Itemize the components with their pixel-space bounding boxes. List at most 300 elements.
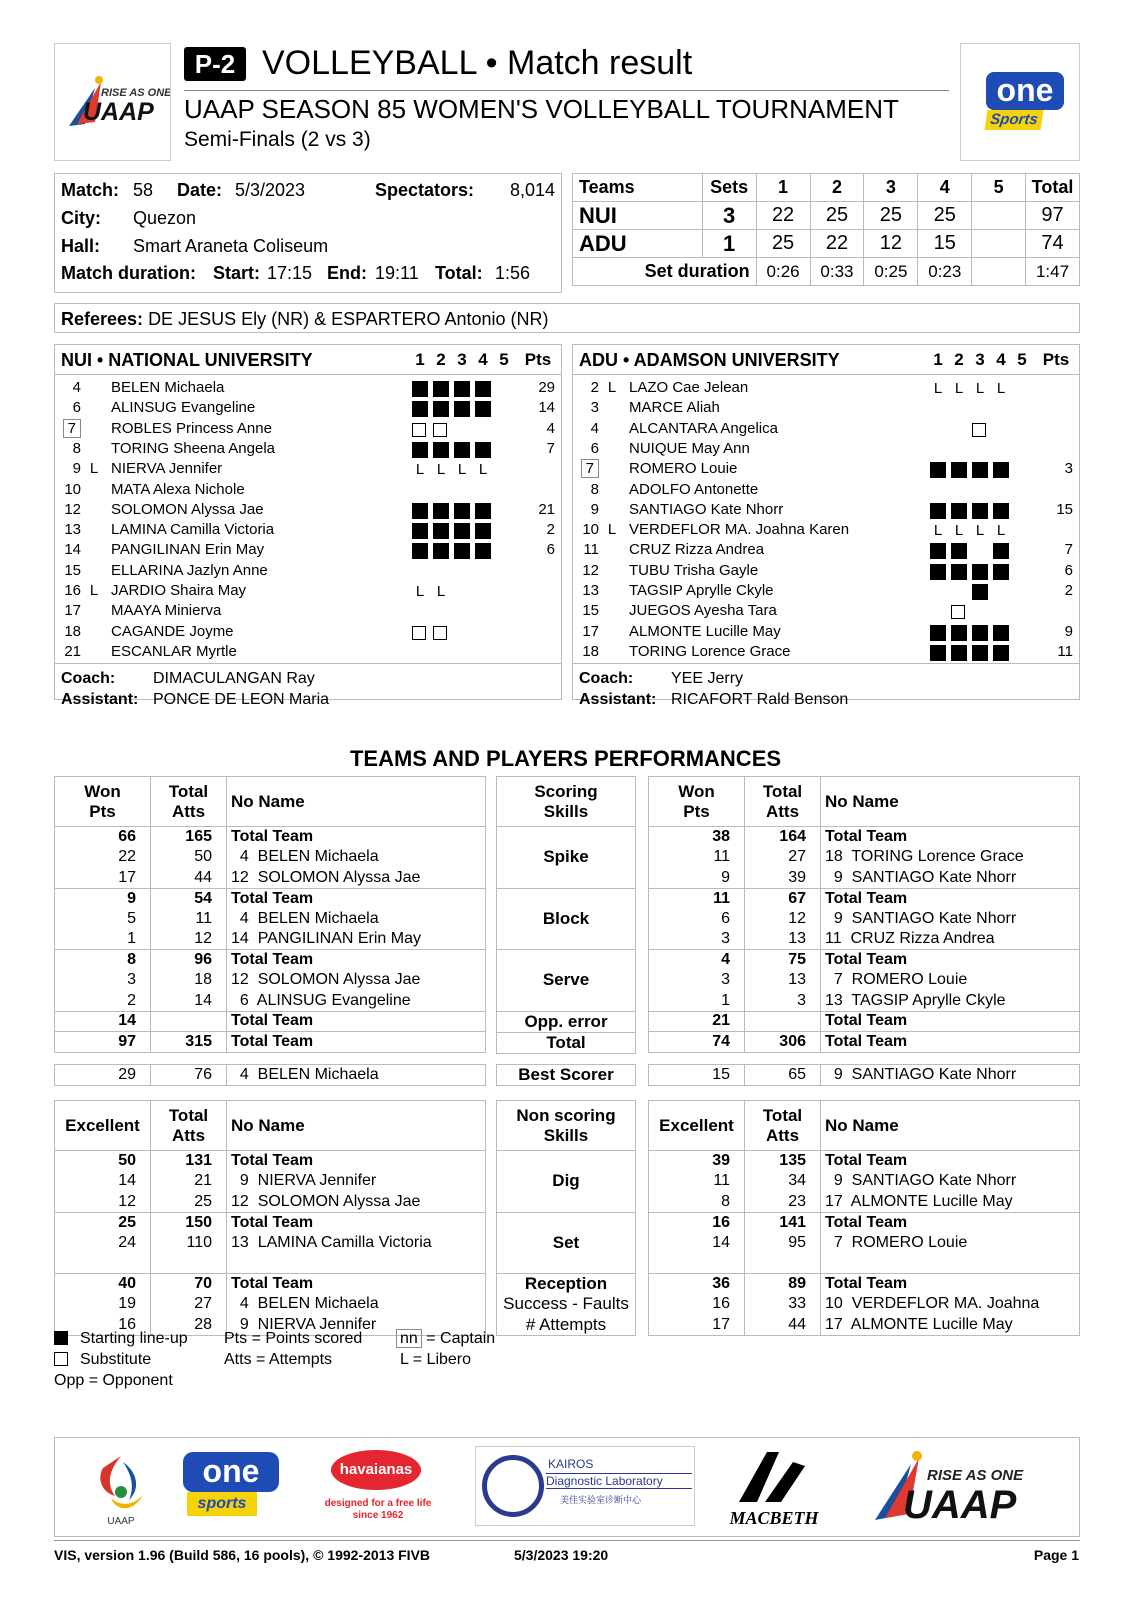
stat-value: 66 bbox=[118, 828, 136, 845]
player-points: 11 bbox=[1057, 642, 1073, 660]
stat-attempts: 141 bbox=[745, 1212, 821, 1233]
player-row bbox=[55, 541, 561, 561]
coach-name: DIMACULANGAN Ray bbox=[153, 670, 315, 687]
filled-square-icon bbox=[54, 1331, 68, 1345]
stat-row bbox=[55, 970, 486, 991]
stat-player: Total Team bbox=[821, 1274, 1080, 1295]
starting-lineup-icon bbox=[475, 543, 491, 559]
starting-lineup-icon bbox=[993, 645, 1009, 661]
stat-attempts: 33 bbox=[745, 1294, 821, 1315]
stat-attempts: 13 bbox=[745, 929, 821, 950]
performances-title: TEAMS AND PLAYERS PERFORMANCES bbox=[349, 746, 782, 771]
stat-value: 8 bbox=[55, 950, 151, 971]
stat-row bbox=[649, 847, 1080, 868]
libero-marker: L bbox=[89, 460, 99, 478]
player-number: 12 bbox=[64, 500, 81, 518]
duration-label: Match duration: bbox=[61, 263, 196, 283]
starting-lineup-icon bbox=[951, 543, 967, 559]
player-name: TAGSIP Aprylle Ckyle bbox=[629, 582, 774, 599]
stat-player: 9 SANTIAGO Kate Nhorr bbox=[821, 1171, 1080, 1192]
stat-row bbox=[649, 888, 1080, 909]
libero-marker: L bbox=[89, 582, 99, 599]
skill-label: Opp. error bbox=[497, 1011, 636, 1032]
starting-lineup-icon bbox=[993, 462, 1009, 478]
score-row-adu bbox=[573, 230, 1080, 258]
starting-lineup-icon bbox=[454, 523, 470, 539]
stat-attempts bbox=[151, 1011, 227, 1032]
stat-attempts bbox=[745, 1011, 821, 1032]
one-sports-sponsor-logo bbox=[183, 1452, 279, 1524]
set1-header: 1 bbox=[756, 174, 810, 202]
uaap-logo bbox=[54, 43, 171, 161]
sets-won: 3 bbox=[702, 202, 756, 230]
stat-player: Total Team bbox=[821, 1032, 1080, 1053]
stat-row bbox=[55, 1192, 486, 1213]
uaap-logo-wordmark: UAAP bbox=[83, 98, 154, 126]
starting-lineup-icon bbox=[412, 503, 428, 519]
stat-value: 11 bbox=[713, 848, 730, 866]
stat-attempts: 315 bbox=[151, 1032, 227, 1053]
roster-divider bbox=[55, 663, 561, 664]
footer-page: Page 1 bbox=[1033, 1547, 1079, 1563]
legend-captain: nn = Captain bbox=[396, 1330, 495, 1348]
won-pts-header: Won Pts bbox=[55, 777, 151, 827]
player-row bbox=[55, 623, 561, 643]
stat-value: 11 bbox=[649, 888, 745, 909]
assistant-name: RICAFORT Rald Benson bbox=[671, 691, 849, 708]
set-duration-label: Set duration bbox=[573, 258, 757, 286]
stat-player: 9 NIERVA Jennifer bbox=[227, 1315, 486, 1336]
sets-won: 1 bbox=[702, 230, 756, 258]
header-divider bbox=[184, 90, 949, 91]
player-row bbox=[573, 562, 1079, 582]
havaianas-logo bbox=[313, 1448, 443, 1528]
teams-header: Teams bbox=[573, 174, 703, 202]
player-row bbox=[55, 562, 561, 582]
coach-name: YEE Jerry bbox=[671, 670, 744, 687]
stat-value: 3 bbox=[721, 930, 730, 947]
starting-lineup-icon bbox=[433, 381, 449, 397]
starting-lineup-icon bbox=[993, 564, 1009, 580]
player-name: MARCE Aliah bbox=[629, 399, 720, 417]
stat-player: Total Team bbox=[227, 1274, 486, 1295]
player-name: JUEGOS Ayesha Tara bbox=[629, 602, 777, 620]
starting-lineup-icon bbox=[454, 401, 470, 417]
player-name: PANGILINAN Erin May bbox=[111, 541, 265, 559]
kairos-emblem-icon bbox=[482, 1455, 544, 1517]
starting-lineup-icon bbox=[951, 645, 967, 661]
empty-square-icon bbox=[54, 1352, 68, 1366]
player-name: JARDIO Shaira May bbox=[111, 582, 247, 599]
stat-player: Total Team bbox=[227, 1011, 486, 1032]
stat-row bbox=[55, 991, 486, 1012]
total-time: 1:56 bbox=[495, 263, 531, 283]
player-number: 12 bbox=[582, 561, 599, 579]
stat-attempts: 34 bbox=[745, 1171, 821, 1192]
spectators-count: 8,014 bbox=[509, 180, 555, 200]
stat-row bbox=[55, 950, 486, 971]
stat-attempts: 18 bbox=[151, 970, 227, 991]
player-row bbox=[55, 521, 561, 541]
stat-attempts: 135 bbox=[745, 1151, 821, 1172]
set-col-1: 1 bbox=[933, 350, 943, 369]
player-row bbox=[55, 420, 561, 440]
set2-header: 2 bbox=[810, 174, 864, 202]
stat-value: 14 bbox=[118, 1172, 136, 1190]
page-title: VOLLEYBALL • Match result bbox=[262, 44, 693, 82]
player-number bbox=[573, 460, 599, 477]
set-score: 12 bbox=[864, 230, 918, 258]
starting-lineup-icon bbox=[972, 462, 988, 478]
stat-row bbox=[55, 847, 486, 868]
player-row bbox=[573, 623, 1079, 643]
set-score: 22 bbox=[810, 230, 864, 258]
stat-row bbox=[649, 970, 1080, 991]
stat-player: 18 TORING Lorence Grace bbox=[821, 847, 1080, 868]
starting-lineup-icon bbox=[412, 442, 428, 458]
stat-attempts: 25 bbox=[151, 1192, 227, 1213]
player-number: 21 bbox=[64, 642, 81, 660]
player-row bbox=[573, 582, 1079, 602]
skill-label: Serve bbox=[542, 970, 590, 990]
player-row bbox=[573, 379, 1079, 399]
hall: Smart Araneta Coliseum bbox=[133, 236, 329, 256]
total-atts-header: Total Atts bbox=[745, 1101, 821, 1151]
stat-player: 12 SOLOMON Alyssa Jae bbox=[227, 868, 486, 889]
assistant-name: PONCE DE LEON Maria bbox=[153, 691, 330, 708]
set-col-2: 2 bbox=[954, 350, 964, 369]
starting-lineup-icon bbox=[475, 401, 491, 417]
stat-value: 19 bbox=[118, 1295, 136, 1313]
stat-row bbox=[649, 1192, 1080, 1213]
player-number: 9 bbox=[590, 500, 599, 518]
no-name-header: No Name bbox=[821, 777, 1080, 827]
stat-value: 9 bbox=[55, 888, 151, 909]
starting-lineup-icon bbox=[454, 442, 470, 458]
set-col-1: 1 bbox=[415, 350, 425, 369]
player-name: ROBLES Princess Anne bbox=[111, 419, 272, 437]
stat-attempts: 150 bbox=[151, 1212, 227, 1233]
assistant-line bbox=[579, 691, 849, 709]
starting-lineup-icon bbox=[475, 503, 491, 519]
stat-player: 7 ROMERO Louie bbox=[821, 1233, 1080, 1254]
player-row bbox=[573, 440, 1079, 460]
player-points: 9 bbox=[1064, 622, 1073, 640]
set3-header: 3 bbox=[864, 174, 918, 202]
player-name: ADOLFO Antonette bbox=[629, 480, 759, 498]
stat-row bbox=[649, 1294, 1080, 1315]
skill-sublabel: Success - Faults bbox=[503, 1294, 629, 1314]
set-col-5: 5 bbox=[499, 350, 509, 369]
stat-attempts: 70 bbox=[151, 1274, 227, 1295]
macbeth-text: MACBETH bbox=[729, 1508, 819, 1528]
stat-player: 10 VERDEFLOR MA. Joahna bbox=[821, 1294, 1080, 1315]
stat-attempts: 21 bbox=[151, 1171, 227, 1192]
starting-lineup-icon bbox=[972, 564, 988, 580]
player-name: TORING Sheena Angela bbox=[111, 439, 275, 457]
legend-opp: Opp = Opponent bbox=[54, 1372, 173, 1389]
player-name: MATA Alexa Nichole bbox=[111, 480, 245, 498]
one-sponsor-word: one bbox=[183, 1452, 279, 1492]
team-name: NUI bbox=[573, 202, 703, 230]
set-duration bbox=[972, 258, 1026, 286]
starting-lineup-icon bbox=[972, 625, 988, 641]
stat-value: 8 bbox=[721, 1192, 730, 1210]
uaap-emblem-logo bbox=[81, 1448, 161, 1528]
player-name: BELEN Michaela bbox=[111, 379, 225, 396]
player-row bbox=[573, 420, 1079, 440]
player-row bbox=[55, 440, 561, 460]
uaap-emblem-text: UAAP bbox=[107, 1516, 135, 1527]
stat-row bbox=[55, 1294, 486, 1315]
score-table bbox=[572, 173, 1080, 286]
set-duration: 0:26 bbox=[756, 258, 810, 286]
stat-value: 1 bbox=[721, 991, 730, 1009]
player-number: 8 bbox=[590, 480, 599, 498]
set-score: 25 bbox=[756, 230, 810, 258]
player-name: NIERVA Jennifer bbox=[111, 460, 223, 478]
libero-set-marker: L bbox=[975, 522, 985, 540]
set-col-2: 2 bbox=[436, 350, 446, 369]
stat-attempts: 95 bbox=[745, 1233, 821, 1254]
player-points: 7 bbox=[1064, 541, 1073, 559]
starting-lineup-icon bbox=[412, 381, 428, 397]
match-info-panel bbox=[54, 173, 562, 293]
stat-row bbox=[55, 868, 486, 889]
starting-lineup-icon bbox=[930, 625, 946, 641]
starting-lineup-icon bbox=[433, 401, 449, 417]
stat-attempts: 23 bbox=[745, 1192, 821, 1213]
stat-attempts: 28 bbox=[151, 1315, 227, 1336]
stat-value: 17 bbox=[118, 868, 136, 886]
starting-lineup-icon bbox=[433, 503, 449, 519]
stat-player: Total Team bbox=[227, 1151, 486, 1172]
player-name: MAAYA Minierva bbox=[111, 602, 222, 620]
total-atts-header: Total Atts bbox=[151, 777, 227, 827]
stat-value: 21 bbox=[649, 1011, 745, 1032]
roster-header bbox=[55, 345, 561, 375]
libero-set-marker: L bbox=[996, 380, 1006, 397]
set-duration-row bbox=[573, 258, 1080, 286]
havaianas-since: since 1962 bbox=[352, 1510, 404, 1521]
match-date: 5/3/2023 bbox=[235, 180, 306, 200]
stat-attempts: 12 bbox=[151, 929, 227, 950]
player-row bbox=[573, 521, 1079, 541]
pts-col: Pts bbox=[524, 350, 552, 369]
player-number: 17 bbox=[64, 602, 81, 620]
skill-label: Dig bbox=[552, 1171, 580, 1191]
stat-attempts: 27 bbox=[151, 1294, 227, 1315]
coach-line bbox=[579, 670, 744, 688]
scoring-skills-column bbox=[496, 776, 636, 1054]
team-name: ADU bbox=[573, 230, 703, 258]
set-score: 25 bbox=[864, 202, 918, 230]
player-row bbox=[573, 541, 1079, 561]
starting-lineup-icon bbox=[972, 645, 988, 661]
stat-player: 12 SOLOMON Alyssa Jae bbox=[227, 970, 486, 991]
stat-row bbox=[649, 950, 1080, 971]
starting-lineup-icon bbox=[930, 564, 946, 580]
starting-lineup-icon bbox=[930, 462, 946, 478]
player-number: 2 bbox=[590, 379, 599, 396]
stat-player: 13 LAMINA Camilla Victoria bbox=[227, 1233, 486, 1254]
kairos-title: KAIROS bbox=[548, 1457, 594, 1471]
nui-best-scorer bbox=[54, 1064, 486, 1086]
player-row bbox=[55, 399, 561, 419]
assistant-label: Assistant: bbox=[61, 691, 139, 708]
substitute-icon bbox=[412, 423, 426, 437]
player-number: 8 bbox=[72, 439, 81, 457]
player-name: CRUZ Rizza Andrea bbox=[629, 541, 765, 559]
player-number: 6 bbox=[72, 399, 81, 417]
player-row bbox=[573, 643, 1079, 663]
starting-lineup-icon bbox=[412, 401, 428, 417]
legend-pts: Pts = Points scored bbox=[224, 1330, 363, 1347]
starting-lineup-icon bbox=[454, 543, 470, 559]
best-name: 4 BELEN Michaela bbox=[227, 1065, 486, 1086]
stat-value: 3 bbox=[127, 971, 136, 989]
set-score bbox=[972, 202, 1026, 230]
player-points: 14 bbox=[538, 399, 555, 417]
stat-attempts: 89 bbox=[745, 1274, 821, 1295]
kairos-chinese: 美佳实验室诊断中心 bbox=[560, 1495, 642, 1505]
stat-value: 16 bbox=[118, 1315, 136, 1333]
stat-row bbox=[649, 909, 1080, 930]
total-atts-header: Total Atts bbox=[151, 1101, 227, 1151]
stat-row bbox=[649, 1274, 1080, 1295]
stat-player: Total Team bbox=[821, 827, 1080, 848]
stat-attempts: 306 bbox=[745, 1032, 821, 1053]
stat-value: 25 bbox=[55, 1212, 151, 1233]
player-name: ESCANLAR Myrtle bbox=[111, 642, 237, 660]
stat-player: 17 ALMONTE Lucille May bbox=[821, 1315, 1080, 1336]
skill-label: Total bbox=[497, 1032, 636, 1053]
player-number: 4 bbox=[590, 419, 599, 437]
player-name: LAZO Cae Jelean bbox=[629, 379, 749, 396]
player-number: 18 bbox=[582, 642, 599, 660]
scoring-skills-header: Scoring Skills bbox=[497, 777, 636, 827]
stat-value: 38 bbox=[712, 828, 730, 845]
skill-label: Reception bbox=[497, 1274, 636, 1295]
kairos-logo bbox=[475, 1446, 695, 1526]
player-name: SANTIAGO Kate Nhorr bbox=[629, 500, 784, 518]
player-row bbox=[55, 379, 561, 399]
stat-row bbox=[55, 1274, 486, 1295]
stat-value: 24 bbox=[118, 1233, 136, 1251]
set-duration: 0:25 bbox=[864, 258, 918, 286]
libero-set-marker: L bbox=[436, 583, 446, 600]
libero-set-marker: L bbox=[954, 380, 964, 397]
total-header: Total bbox=[1026, 174, 1080, 202]
libero-set-marker: L bbox=[415, 583, 425, 600]
stat-player: 17 ALMONTE Lucille May bbox=[821, 1192, 1080, 1213]
set-score bbox=[972, 230, 1026, 258]
nonscoring-skills-column bbox=[496, 1100, 636, 1336]
stat-attempts: 54 bbox=[151, 888, 227, 909]
total-duration: 1:47 bbox=[1026, 258, 1080, 286]
footer-divider bbox=[54, 1540, 1080, 1541]
stat-value: 5 bbox=[127, 909, 136, 927]
captain-number: 7 bbox=[581, 459, 599, 478]
stat-player: 4 BELEN Michaela bbox=[227, 847, 486, 868]
havaianas-tagline: designed for a free life bbox=[324, 1498, 432, 1509]
set-col-3: 3 bbox=[975, 350, 985, 369]
libero-set-marker: L bbox=[457, 461, 467, 479]
stat-player: Total Team bbox=[227, 950, 486, 971]
starting-lineup-icon bbox=[930, 503, 946, 519]
player-points: 3 bbox=[1064, 460, 1073, 478]
player-number: 14 bbox=[64, 541, 81, 559]
stat-value: 14 bbox=[55, 1011, 151, 1032]
stat-attempts: 14 bbox=[151, 991, 227, 1012]
starting-lineup-icon bbox=[475, 523, 491, 539]
libero-set-marker: L bbox=[933, 380, 943, 397]
total-label: Total: bbox=[435, 263, 483, 283]
best-scorer-label: Best Scorer bbox=[518, 1065, 614, 1084]
legend-atts: Atts = Attempts bbox=[224, 1351, 333, 1368]
starting-lineup-icon bbox=[951, 462, 967, 478]
stat-row bbox=[649, 1212, 1080, 1233]
stat-value: 9 bbox=[721, 868, 730, 886]
player-name: LAMINA Camilla Victoria bbox=[111, 521, 275, 539]
stat-attempts: 75 bbox=[745, 950, 821, 971]
stat-row bbox=[55, 888, 486, 909]
stat-value: 12 bbox=[118, 1192, 136, 1210]
stat-attempts: 110 bbox=[151, 1233, 227, 1254]
player-points: 15 bbox=[1056, 500, 1073, 518]
starting-lineup-icon bbox=[972, 503, 988, 519]
match-number: 58 bbox=[133, 180, 154, 200]
player-number: 9 bbox=[72, 460, 81, 478]
start-label: Start: bbox=[213, 263, 261, 283]
skill-sublabel: # Attempts bbox=[525, 1314, 607, 1334]
player-number: 10 bbox=[582, 521, 599, 539]
libero-set-marker: L bbox=[415, 461, 425, 479]
set5-header: 5 bbox=[972, 174, 1026, 202]
sets-header: Sets bbox=[702, 174, 756, 202]
stat-row bbox=[55, 1233, 486, 1254]
stat-attempts: 165 bbox=[151, 827, 227, 848]
set-col-3: 3 bbox=[457, 350, 467, 369]
substitute-icon bbox=[433, 423, 447, 437]
set-score: 25 bbox=[918, 202, 972, 230]
player-number: 18 bbox=[64, 622, 81, 640]
legend-starting: Starting line-up bbox=[54, 1330, 188, 1348]
stat-row bbox=[649, 1171, 1080, 1192]
player-name: ALINSUG Evangeline bbox=[111, 399, 256, 417]
starting-lineup-icon bbox=[972, 584, 988, 600]
player-row bbox=[55, 460, 561, 480]
stat-player: Total Team bbox=[821, 888, 1080, 909]
stat-player: 14 PANGILINAN Erin May bbox=[227, 929, 486, 950]
player-name: SOLOMON Alyssa Jae bbox=[111, 500, 264, 518]
captain-number: 7 bbox=[63, 419, 81, 438]
stat-player: 9 NIERVA Jennifer bbox=[227, 1171, 486, 1192]
no-name-header: No Name bbox=[821, 1101, 1080, 1151]
best-pts: 15 bbox=[712, 1065, 730, 1083]
nui-scoring-table bbox=[54, 776, 486, 1053]
nui-roster bbox=[54, 344, 562, 708]
stat-value: 17 bbox=[712, 1315, 730, 1333]
starting-lineup-icon bbox=[951, 503, 967, 519]
player-row bbox=[55, 582, 561, 602]
uaap-big-text: UAAP bbox=[903, 1483, 1017, 1527]
stat-attempts: 12 bbox=[745, 909, 821, 930]
stat-value: 11 bbox=[713, 1172, 730, 1190]
city-label: City: bbox=[61, 208, 101, 228]
stat-value: 39 bbox=[712, 1152, 730, 1169]
stat-attempts: 131 bbox=[151, 1151, 227, 1172]
